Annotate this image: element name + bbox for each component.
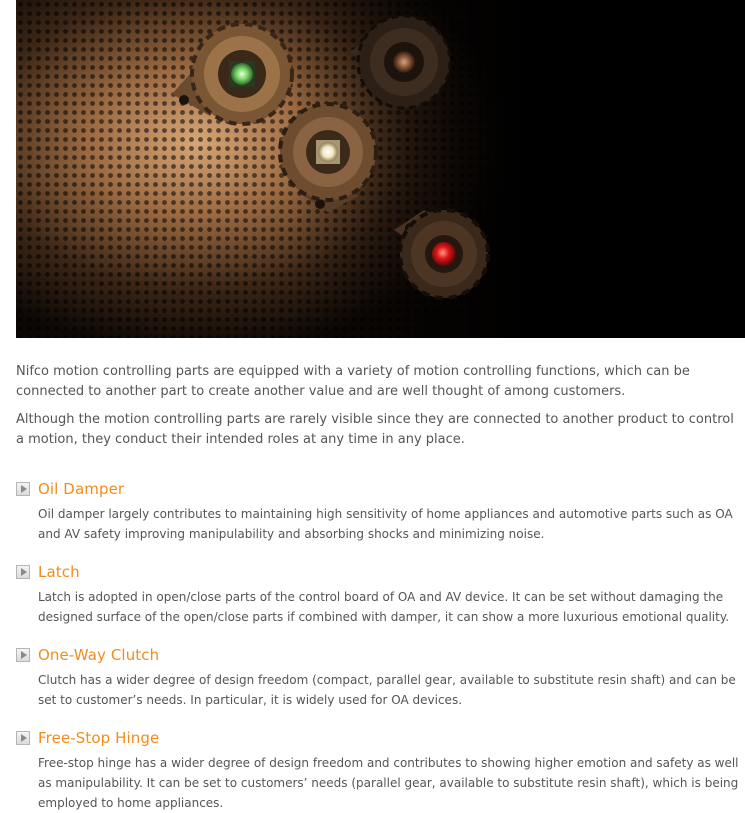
- feature-title: Oil Damper: [38, 480, 125, 498]
- feature-description: Latch is adopted in open/close parts of the control board of OA and AV device. It can be set without damaging the designed surface of the open/close parts if combined with damper, it can show a more luxurious emotional quality.: [38, 590, 730, 624]
- feature-heading: [16, 644, 745, 666]
- feature-heading: [16, 727, 745, 749]
- gears-photo-icon: [16, 0, 745, 338]
- feature-description: Clutch has a wider degree of design freedom (compact, parallel gear, available to substitute resin shaft) and can be set to customer’s needs. In particular, it is widely used for OA devices.: [38, 673, 736, 707]
- feature-heading: [16, 478, 745, 500]
- arrow-right-icon: [16, 565, 30, 579]
- intro-paragraph-2: Although the motion controlling parts are rarely visible since they are connected to another product to control a motion, they conduct their intended roles at any time in any place.: [16, 412, 734, 447]
- feature-one-way-clutch: [16, 644, 745, 710]
- feature-description: Free-stop hinge has a wider degree of design freedom and contributes to showing higher emotion and safety as well as manipulability. It can be set to customers’ needs (parallel gear, available to substitute resin shaft), which is being employed to home appliances.: [38, 756, 739, 810]
- feature-description: Oil damper largely contributes to maintaining high sensitivity of home appliances and automotive parts such as OA and AV safety improving manipulability and absorbing shocks and minimizing noise.: [38, 507, 733, 541]
- feature-title: Free-Stop Hinge: [38, 729, 160, 747]
- intro-section: [16, 362, 741, 458]
- feature-title: Latch: [38, 563, 80, 581]
- intro-paragraph-1: Nifco motion controlling parts are equipped with a variety of motion controlling functions, which can be connected to another part to create another value and are well thought of among customers.: [16, 364, 690, 399]
- feature-title: One-Way Clutch: [38, 646, 160, 664]
- arrow-right-icon: [16, 482, 30, 496]
- feature-free-stop-hinge: [16, 727, 745, 813]
- arrow-right-icon: [16, 648, 30, 662]
- feature-latch: [16, 561, 745, 627]
- hero-image: [16, 0, 745, 338]
- feature-oil-damper: [16, 478, 745, 544]
- arrow-right-icon: [16, 731, 30, 745]
- feature-heading: [16, 561, 745, 583]
